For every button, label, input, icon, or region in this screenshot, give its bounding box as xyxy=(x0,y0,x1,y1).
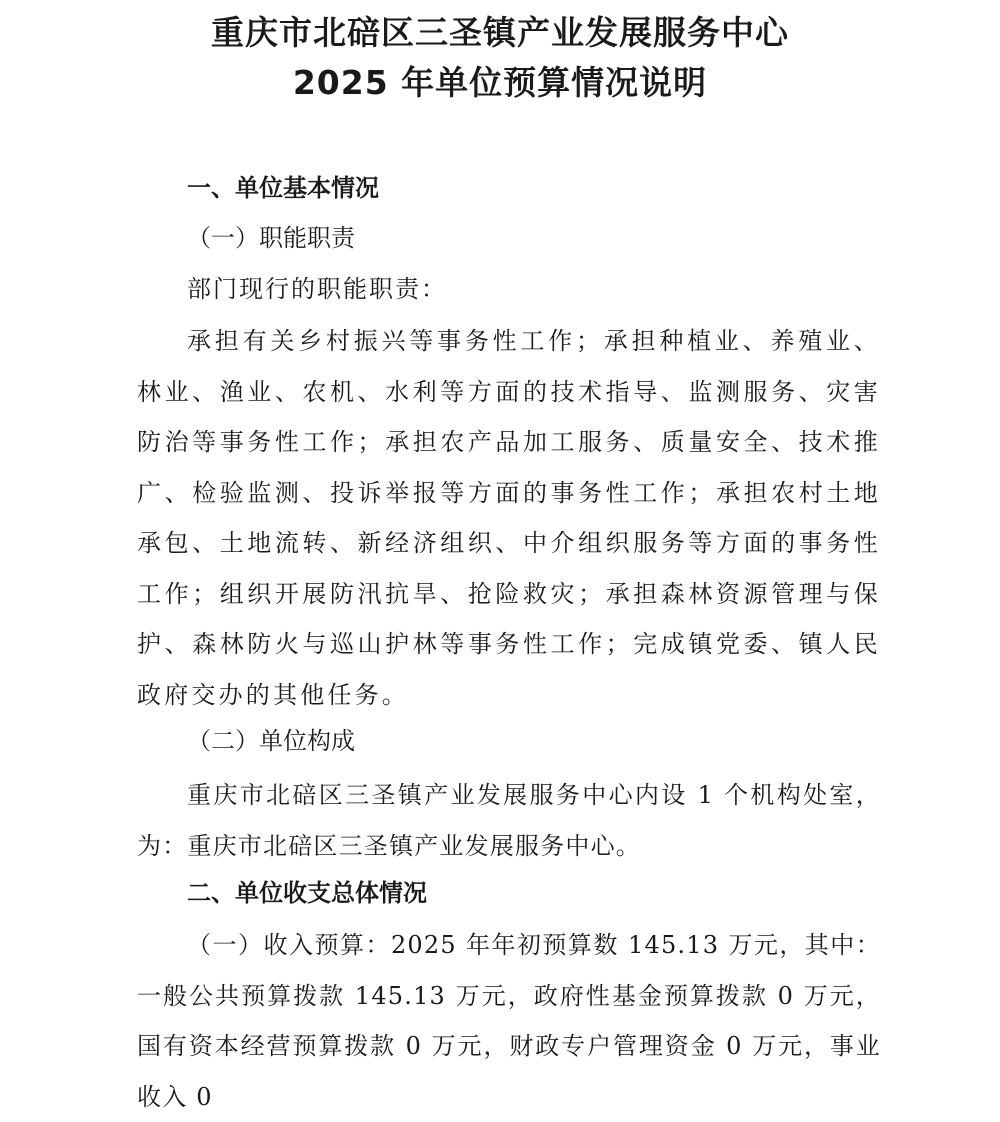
duties-paragraph: 承担有关乡村振兴等事务性工作；承担种植业、养殖业、林业、渔业、农机、水利等方面的技术指导、监测服务、灾害防治等事务性工作；承担农产品加工服务、质量安全、技术推广、检验监测、投诉举报等方面的事务性工作；承担农村土地承包、土地流转、新经济组织、中介组织服务等方面的事务性工作；组织开展防汛抗旱、抢险救灾；承担森林资源管理与保护、森林防火与巡山护林等事务性工作；完成镇党委、镇人民政府交办的其他任务。 xyxy=(137,327,881,709)
section-1-heading: 一、单位基本情况 xyxy=(187,174,379,202)
document-title-line-1: 重庆市北碚区三圣镇产业发展服务中心 xyxy=(211,13,789,52)
composition-paragraph: 重庆市北碚区三圣镇产业发展服务中心内设 1 个机构处室，为：重庆市北碚区三圣镇产业发展服务中心。 xyxy=(137,781,881,860)
subsection-2-heading: （二）单位构成 xyxy=(187,727,355,755)
document-title-line-2: 2025 年单位预算情况说明 xyxy=(292,63,708,102)
income-paragraph: （一）收入预算：2025 年年初预算数 145.13 万元，其中：一般公共预算拨款 145.13 万元，政府性基金预算拨款 0 万元，国有资本经营预算拨款 0 万元，财政专户管理资金 0 万元，事业收入 0 xyxy=(137,931,881,1111)
section-2-heading: 二、单位收支总体情况 xyxy=(187,879,427,907)
duties-intro: 部门现行的职能职责： xyxy=(187,275,447,303)
subsection-1-heading: （一）职能职责 xyxy=(187,224,355,252)
